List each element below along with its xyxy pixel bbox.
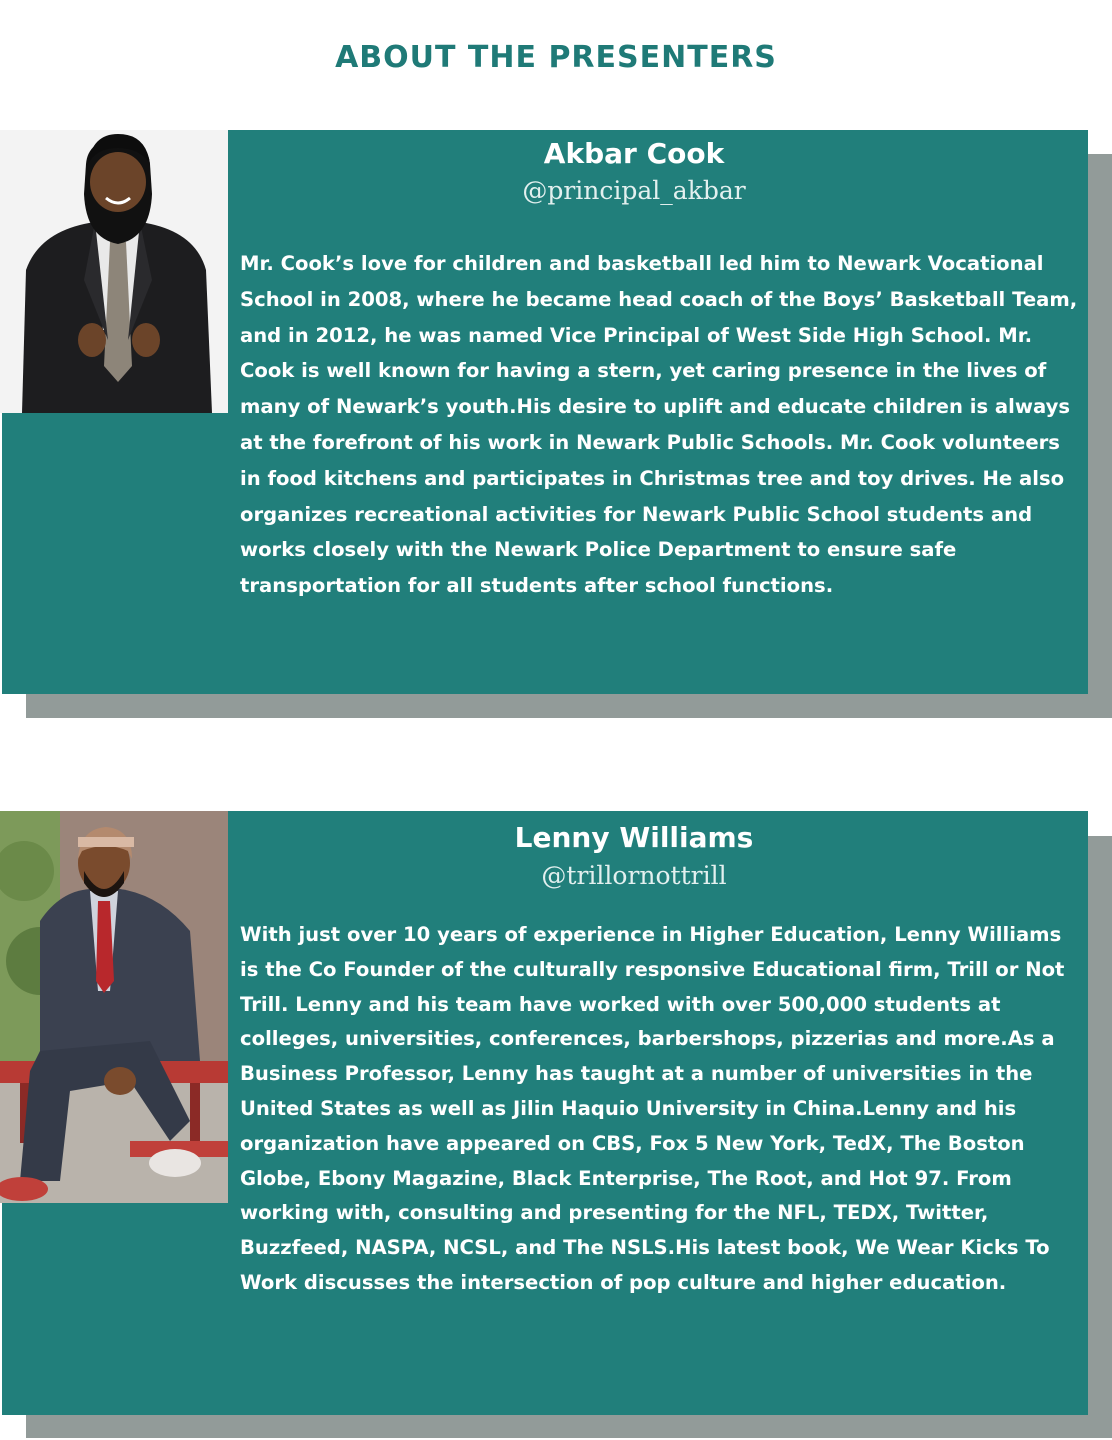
presenter-bio: With just over 10 years of experience in Higher Education, Lenny Williams is the Co Founder of the culturally responsive Educational firm, Trill or Not Trill. Lenny and his team have worked with over 500,000 students at colleges, universities, conferences, barbershops, pizzerias and more.As a Business Professor, Lenny has taught at a number of universities in the United States as well as Jilin Haquio University in China.Lenny and his organization have appeared on CBS, Fox 5 New York, TedX, The Boston Globe, Ebony Magazine, Black Enterprise, The Root, and Hot 97. From working with, consulting and presenting for the NFL, TEDX, Twitter, Buzzfeed, NASPA, NCSL, and The NSLS.His latest book, We Wear Kicks To Work discusses the intersection of pop culture and higher education. (240, 923, 1065, 1294)
presenter-photo-lenny-williams (0, 811, 228, 1203)
presenter-handle: @principal_akbar (522, 176, 746, 205)
page-title: ABOUT THE PRESENTERS (335, 40, 777, 75)
presenter-photo-akbar-cook (0, 130, 228, 413)
presenter-name: Akbar Cook (543, 137, 725, 170)
presenter-handle: @trillornottrill (541, 861, 727, 890)
presenter-bio: Mr. Cook’s love for children and basketball led him to Newark Vocational School in 2008, where he became head coach of the Boys’ Basketball Team, and in 2012, he was named Vice Principal of West Side High School. Mr. Cook is well known for having a stern, yet caring presence in the lives of many of Newark’s youth.His desire to uplift and educate children is always at the forefront of his work in Newark Public Schools. Mr. Cook volunteers in food kitchens and participates in Christmas tree and toy drives. He also organizes recreational activities for Newark Public School students and works closely with the Newark Police Department to ensure safe transportation for all students after school functions. (240, 252, 1078, 598)
presenter-name: Lenny Williams (514, 821, 754, 854)
